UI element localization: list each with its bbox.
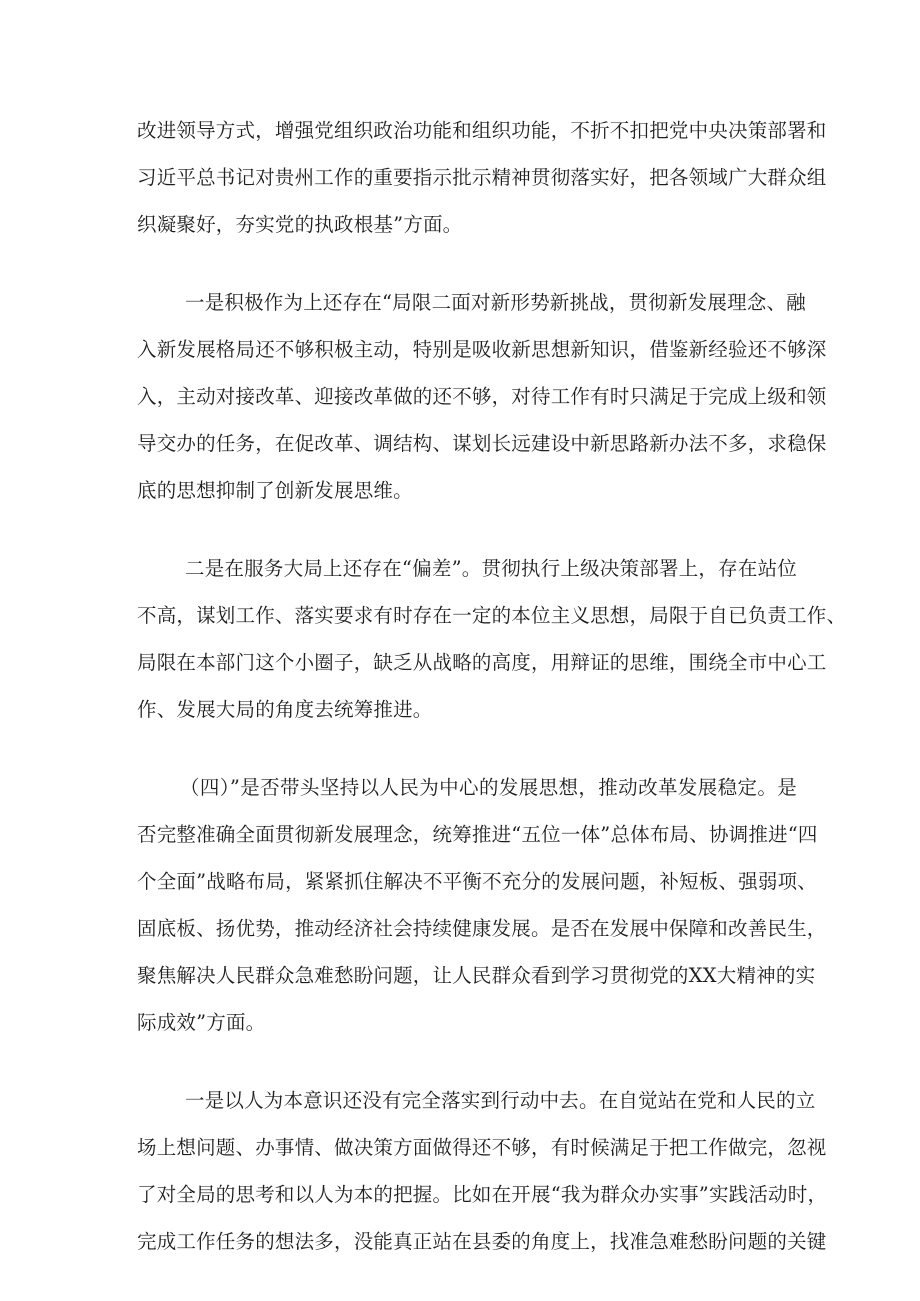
text-line: 习近平总书记对贵州工作的重要指示批示精神贯彻落实好，把各领域广大群众组 xyxy=(137,166,827,189)
text-line: 否完整准确全面贯彻新发展理念，统筹推进“五位一体”总体布局、协调推进“四 xyxy=(137,823,818,846)
text-line: 入，主动对接改革、迎接改革做的还不够，对待工作有时只满足于完成上级和领 xyxy=(137,385,827,408)
text-line: 改进领导方式，增强党组织政治功能和组织功能，不折不扣把党中央决策部署和 xyxy=(137,119,827,142)
text-line: 个全面”战略布局，紧紧抓住解决不平衡不充分的发展问题，补短板、强弱项、 xyxy=(137,870,817,893)
text-line: 作、发展大局的角度去统筹推进。 xyxy=(137,698,433,721)
text-line: 场上想问题、办事情、做决策方面做得还不够，有时候满足于把工作做完，忽视 xyxy=(137,1136,827,1159)
text-line: 际成效”方面。 xyxy=(137,1011,266,1034)
text-line: 一是积极作为上还存在“局限二面对新形势新挑战，贯彻新发展理念、融 xyxy=(185,291,806,314)
text-line: 聚焦解决人民群众急难愁盼问题，让人民群众看到学习贯彻党的XX大精神的实 xyxy=(137,964,816,987)
text-line: 导交办的任务，在促改革、调结构、谋划长远建设中新思路新办法不多，求稳保 xyxy=(137,432,827,455)
text-line: 底的思想抑制了创新发展思维。 xyxy=(137,479,413,502)
text-line: 二是在服务大局上还存在“偏差”。贯彻执行上级决策部署上，存在站位 xyxy=(185,557,797,580)
text-line: 局限在本部门这个小圈子，缺乏从战略的高度，用辩证的思维，围绕全市中心工 xyxy=(137,651,827,674)
text-line: 入新发展格局还不够积极主动，特别是吸收新思想新知识，借鉴新经验还不够深 xyxy=(137,338,827,361)
text-line: 一是以人为本意识还没有完全落实到行动中去。在自觉站在党和人民的立 xyxy=(185,1089,816,1112)
text-line: 织凝聚好，夯实党的执政根基”方面。 xyxy=(137,213,463,236)
text-line: 不高，谋划工作、落实要求有时存在一定的本位主义思想，局限于自已负责工作、 xyxy=(137,604,847,627)
text-line: 完成工作任务的想法多，没能真正站在县委的角度上，找准急难愁盼问题的关键 xyxy=(137,1230,827,1253)
text-line: 固底板、扬优势，推动经济社会持续健康发展。是否在发展中保障和改善民生， xyxy=(137,917,827,940)
text-line: 了对全局的思考和以人为本的把握。比如在开展“我为群众办实事”实践活动时， xyxy=(137,1183,828,1206)
text-line: （四）”是否带头坚持以人民为中心的发展思想，推动改革发展稳定。是 xyxy=(180,776,797,799)
